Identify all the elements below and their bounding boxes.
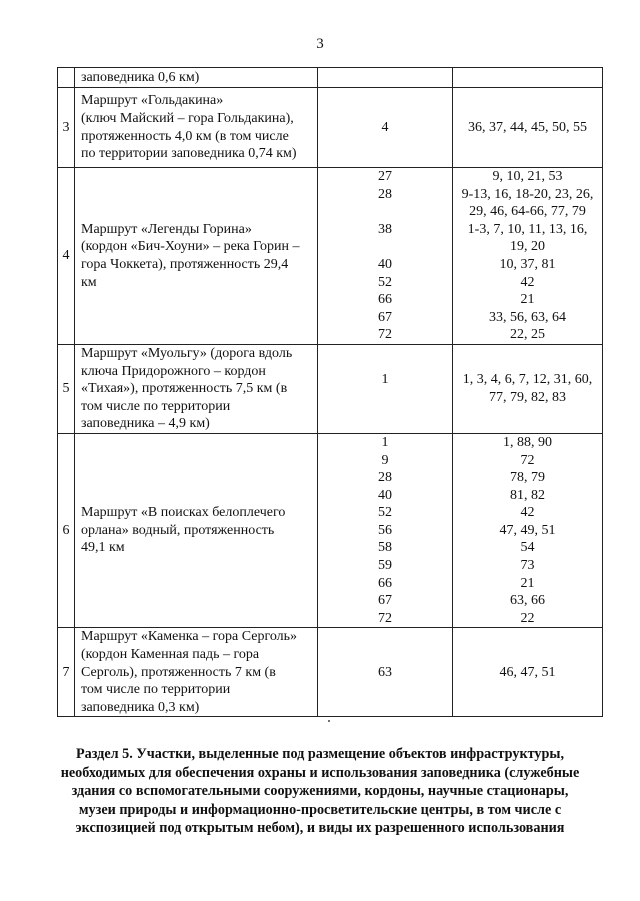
quarter-cell [318, 344, 453, 433]
plots-cell [453, 433, 603, 628]
plot-numbers: 33, 56, 63, 64 [489, 309, 566, 325]
route-name-line: 49,1 км [81, 540, 125, 556]
plot-numbers: 81, 82 [510, 487, 545, 503]
quarter-number: 58 [378, 540, 392, 556]
routes-table-body [58, 68, 603, 717]
table-row [58, 88, 603, 168]
route-name-line: том числе по территории [81, 398, 231, 414]
route-name-line: орлана» водный, протяженность [81, 522, 275, 538]
route-number: 4 [58, 168, 75, 345]
quarter-number: 28 [378, 470, 392, 486]
quarter-number: 66 [378, 292, 392, 308]
quarter-number: 63 [378, 664, 392, 680]
section-heading-line: экспозицией под открытым небом), и виды их разрешенного использования [75, 820, 565, 837]
plots-cell [453, 88, 603, 168]
route-name-line: Маршрут «Каменка – гора Серголь» [81, 629, 298, 645]
route-name-line: «Тихая»), протяженность 7,5 км (в [81, 381, 288, 397]
plot-numbers: 54 [520, 540, 535, 556]
table-row [58, 344, 603, 433]
plots-cell [453, 628, 603, 717]
quarter-cell [318, 433, 453, 628]
route-name-line: том числе по территории [81, 682, 231, 698]
page-number: 3 [316, 36, 324, 52]
route-name-line: гора Чоккета), протяженность 29,4 [81, 256, 289, 272]
plot-numbers: 22, 25 [510, 327, 545, 343]
table-row [58, 433, 603, 628]
quarter-number: 40 [378, 256, 392, 272]
route-name [75, 88, 318, 168]
route-name-line: Маршрут «Гольдакина» [81, 93, 224, 109]
route-number: 5 [58, 344, 75, 433]
plots-cell [453, 168, 603, 345]
plot-numbers: 42 [520, 274, 535, 290]
quarter-number: 59 [378, 558, 392, 574]
section-heading-line: Раздел 5. Участки, выделенные под размещение объектов инфраструктуры, [75, 746, 565, 762]
route-name-line: ключа Придорожного – кордон [81, 363, 266, 379]
plot-numbers: 73 [520, 558, 535, 574]
plot-numbers: 72 [520, 452, 535, 468]
route-name [75, 433, 318, 628]
route-name-line: по территории заповедника 0,74 км) [81, 146, 297, 162]
route-name-line: км [81, 274, 97, 290]
quarter-number: 72 [378, 327, 392, 343]
route-name-line: (кордон «Бич-Хоуни» – река Горин – [81, 239, 300, 255]
route-name-line: Маршрут «Муольгу» (дорога вдоль [81, 345, 293, 361]
plot-numbers [456, 69, 599, 87]
plot-numbers: 29, 46, 64-66, 77, 79 [469, 204, 586, 220]
quarter-number: 1 [381, 434, 389, 450]
route-number: 6 [58, 433, 75, 628]
route-name-line: (ключ Майский – гора Гольдакина), [81, 110, 294, 126]
table-row [58, 168, 603, 345]
route-number [58, 68, 75, 88]
plots-cell [453, 344, 603, 433]
section-heading-line: здания со вспомогательными сооружениями, кордоны, научные стационары, [71, 783, 569, 800]
quarter-number: 52 [378, 505, 392, 521]
plot-numbers: 9, 10, 21, 53 [492, 169, 563, 184]
plot-numbers: 47, 49, 51 [499, 522, 556, 538]
plot-numbers: 46, 47, 51 [499, 664, 556, 680]
plot-numbers: 22 [520, 610, 535, 626]
section-heading-line: необходимых для обеспечения охраны и использования заповедника (служебные [60, 764, 580, 781]
plot-numbers: 10, 37, 81 [499, 256, 556, 272]
quarter-cell [318, 168, 453, 345]
quarter-number: 38 [378, 221, 392, 237]
route-name [75, 68, 318, 88]
quarter-number: 28 [378, 186, 392, 202]
quarter-number: 27 [378, 169, 392, 184]
plot-numbers: 1, 88, 90 [503, 434, 552, 450]
route-name [75, 168, 318, 345]
quarter-number: 56 [378, 522, 392, 538]
route-number: 7 [58, 628, 75, 717]
section-heading [40, 745, 600, 838]
quarter-number [321, 69, 449, 87]
plot-numbers: 78, 79 [510, 470, 545, 486]
route-name-line: заповедника – 4,9 км) [81, 416, 210, 432]
plot-numbers: 36, 37, 44, 45, 50, 55 [468, 119, 587, 135]
plot-numbers: 1, 3, 4, 6, 7, 12, 31, 60, [462, 372, 593, 388]
scan-speck [328, 720, 330, 722]
plot-numbers: 9-13, 16, 18-20, 23, 26, [461, 186, 594, 202]
table-row [58, 628, 603, 717]
plots-cell [453, 68, 603, 88]
route-name-line: протяженность 4,0 км (в том числе [81, 128, 289, 144]
plot-numbers: 42 [520, 505, 535, 521]
route-name [75, 344, 318, 433]
quarter-cell [318, 68, 453, 88]
quarter-number: 4 [381, 119, 389, 135]
route-number: 3 [58, 88, 75, 168]
route-name-line: (кордон Каменная падь – гора [81, 647, 260, 663]
plot-numbers: 21 [520, 575, 535, 591]
route-name-line: заповедника 0,6 км) [81, 69, 200, 85]
route-name-line: Серголь), протяженность 7 км (в [81, 664, 276, 680]
quarter-number: 1 [381, 372, 389, 388]
plot-numbers: 21 [520, 292, 535, 308]
quarter-number: 9 [381, 452, 389, 468]
plot-numbers: 63, 66 [510, 593, 545, 609]
routes-table [57, 67, 603, 717]
plot-numbers: 1-3, 7, 10, 11, 13, 16, [467, 221, 588, 237]
plot-numbers: 19, 20 [510, 239, 545, 255]
plot-numbers: 77, 79, 82, 83 [489, 389, 566, 405]
quarter-number: 67 [378, 593, 392, 609]
table-row [58, 68, 603, 88]
route-name [75, 628, 318, 717]
quarter-cell [318, 628, 453, 717]
quarter-number: 67 [378, 309, 392, 325]
quarter-number: 66 [378, 575, 392, 591]
section-heading-line: музеи природы и информационно-просветительские центры, в том числе с [78, 801, 562, 818]
quarter-number: 52 [378, 274, 392, 290]
quarter-cell [318, 88, 453, 168]
quarter-number: 72 [378, 610, 392, 626]
quarter-number: 40 [378, 487, 392, 503]
route-name-line: Маршрут «В поисках белоплечего [81, 505, 286, 521]
route-name-line: Маршрут «Легенды Горина» [81, 221, 252, 237]
route-name-line: заповедника 0,3 км) [81, 699, 200, 715]
